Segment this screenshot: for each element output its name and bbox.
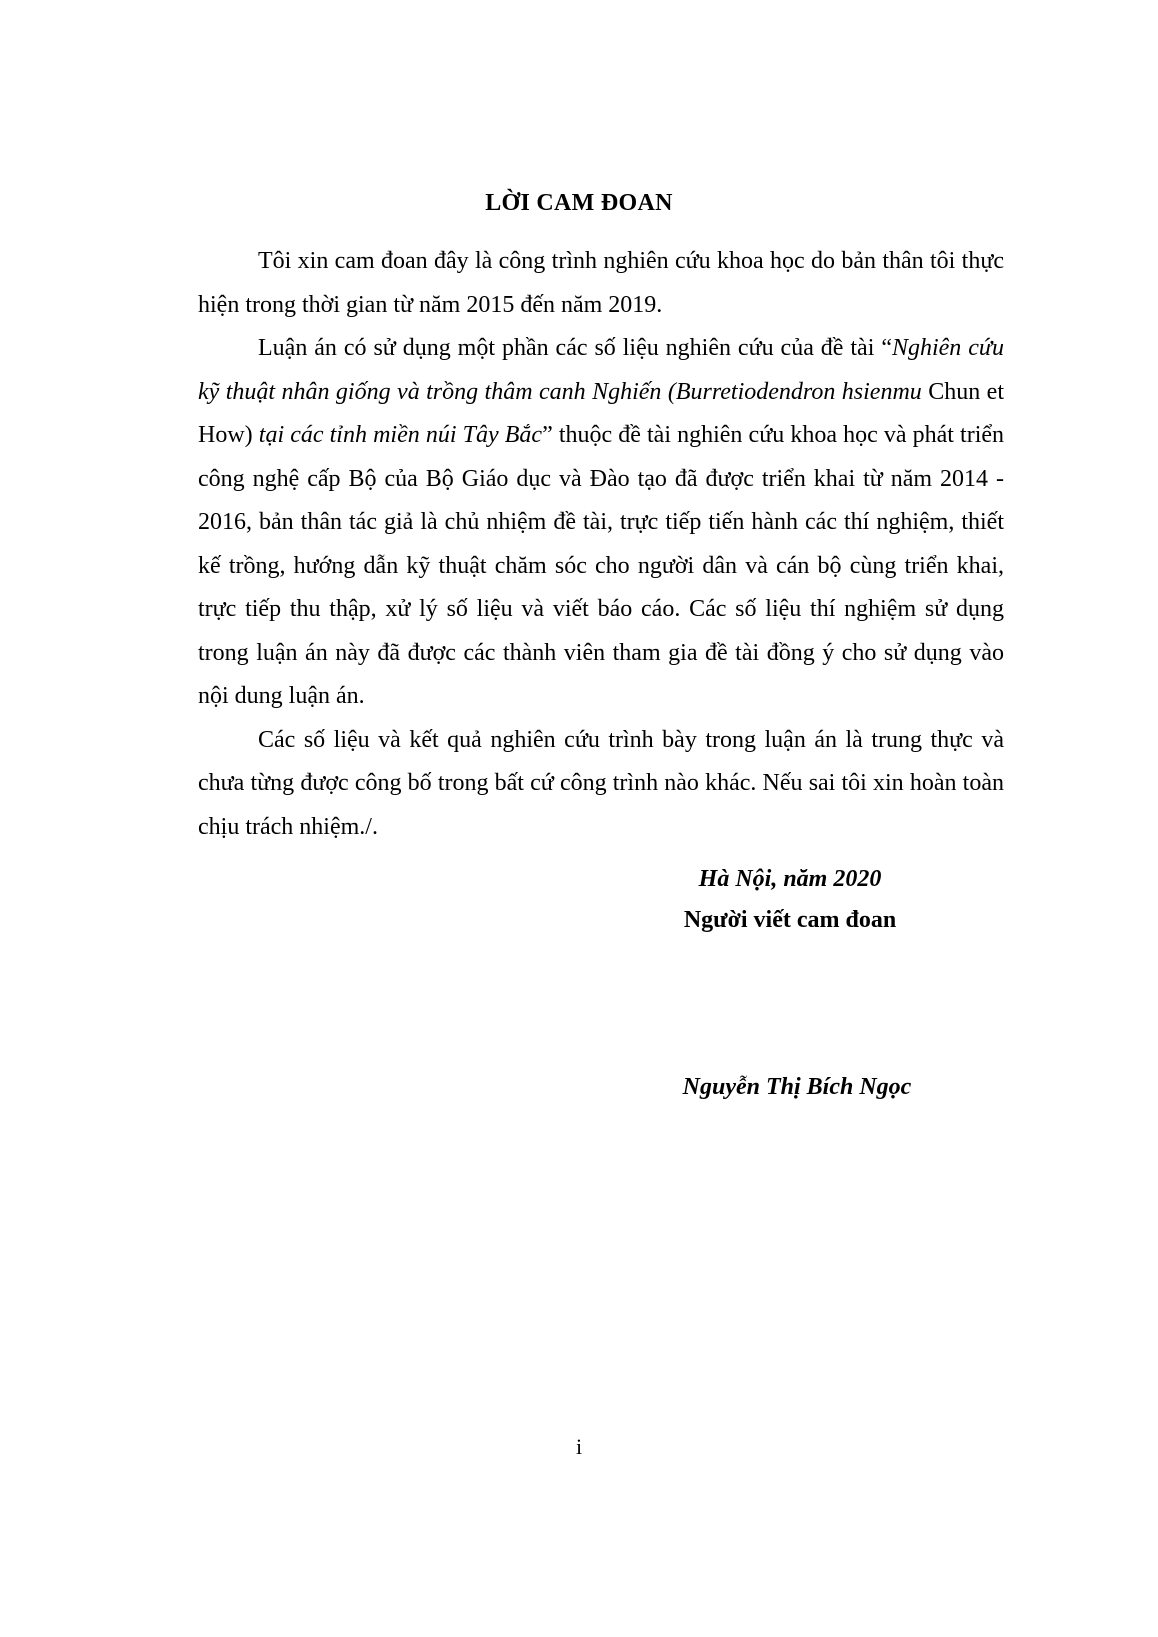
paragraph-data-usage-text-3: ” thuộc đề tài nghiên cứu khoa học và phát triển công nghệ cấp Bộ của Bộ Giáo dục và Đào tạo đã được triển khai từ năm 2014 - 2016, bản thân tác giả là chủ nhiệm đề tài, trực tiếp tiến hành các thí nghiệm, thiết kế trồng, hướng dẫn kỹ thuật chăm sóc cho người dân và cán bộ cùng triển khai, trực tiếp thu thập, xử lý số liệu và viết báo cáo. Các số liệu thí nghiệm sử dụng trong luận án này đã được các thành viên tham gia đề tài đồng ý cho sử dụng vào nội dung luận án. — [198, 422, 1005, 709]
page-number: i — [575, 1434, 583, 1459]
declaration-body — [198, 240, 1004, 849]
project-title-italic: Nghiên cứu kỹ thuật nhân giống và trồng thâm canh Nghiến (Burretiodendron hsienmu — [198, 335, 1004, 405]
project-region-italic: tại các tỉnh miền núi Tây Bắc — [258, 422, 543, 448]
signature-place-date: Hà Nội, năm 2020 — [698, 866, 882, 892]
paragraph-data-usage — [198, 327, 1004, 719]
page-title: LỜI CAM ĐOAN — [485, 190, 673, 216]
paragraph-intro: Tôi xin cam đoan đây là công trình nghiên cứu khoa học do bản thân tôi thực hiện trong thời gian từ năm 2015 đến năm 2019. — [198, 248, 1004, 318]
paragraph-data-usage-text-2: Chun et How) — [198, 378, 1004, 448]
signature-role: Người viết cam đoan — [683, 907, 897, 933]
signature-name: Nguyễn Thị Bích Ngọc — [682, 1074, 912, 1100]
paragraph-honesty: Các số liệu và kết quả nghiên cứu trình bày trong luận án là trung thực và chưa từng được công bố trong bất cứ công trình nào khác. Nếu sai tôi xin hoàn toàn chịu trách nhiệm./. — [198, 726, 1004, 840]
paragraph-data-usage-text-1: Luận án có sử dụng một phần các số liệu nghiên cứu của đề tài “ — [258, 335, 892, 361]
